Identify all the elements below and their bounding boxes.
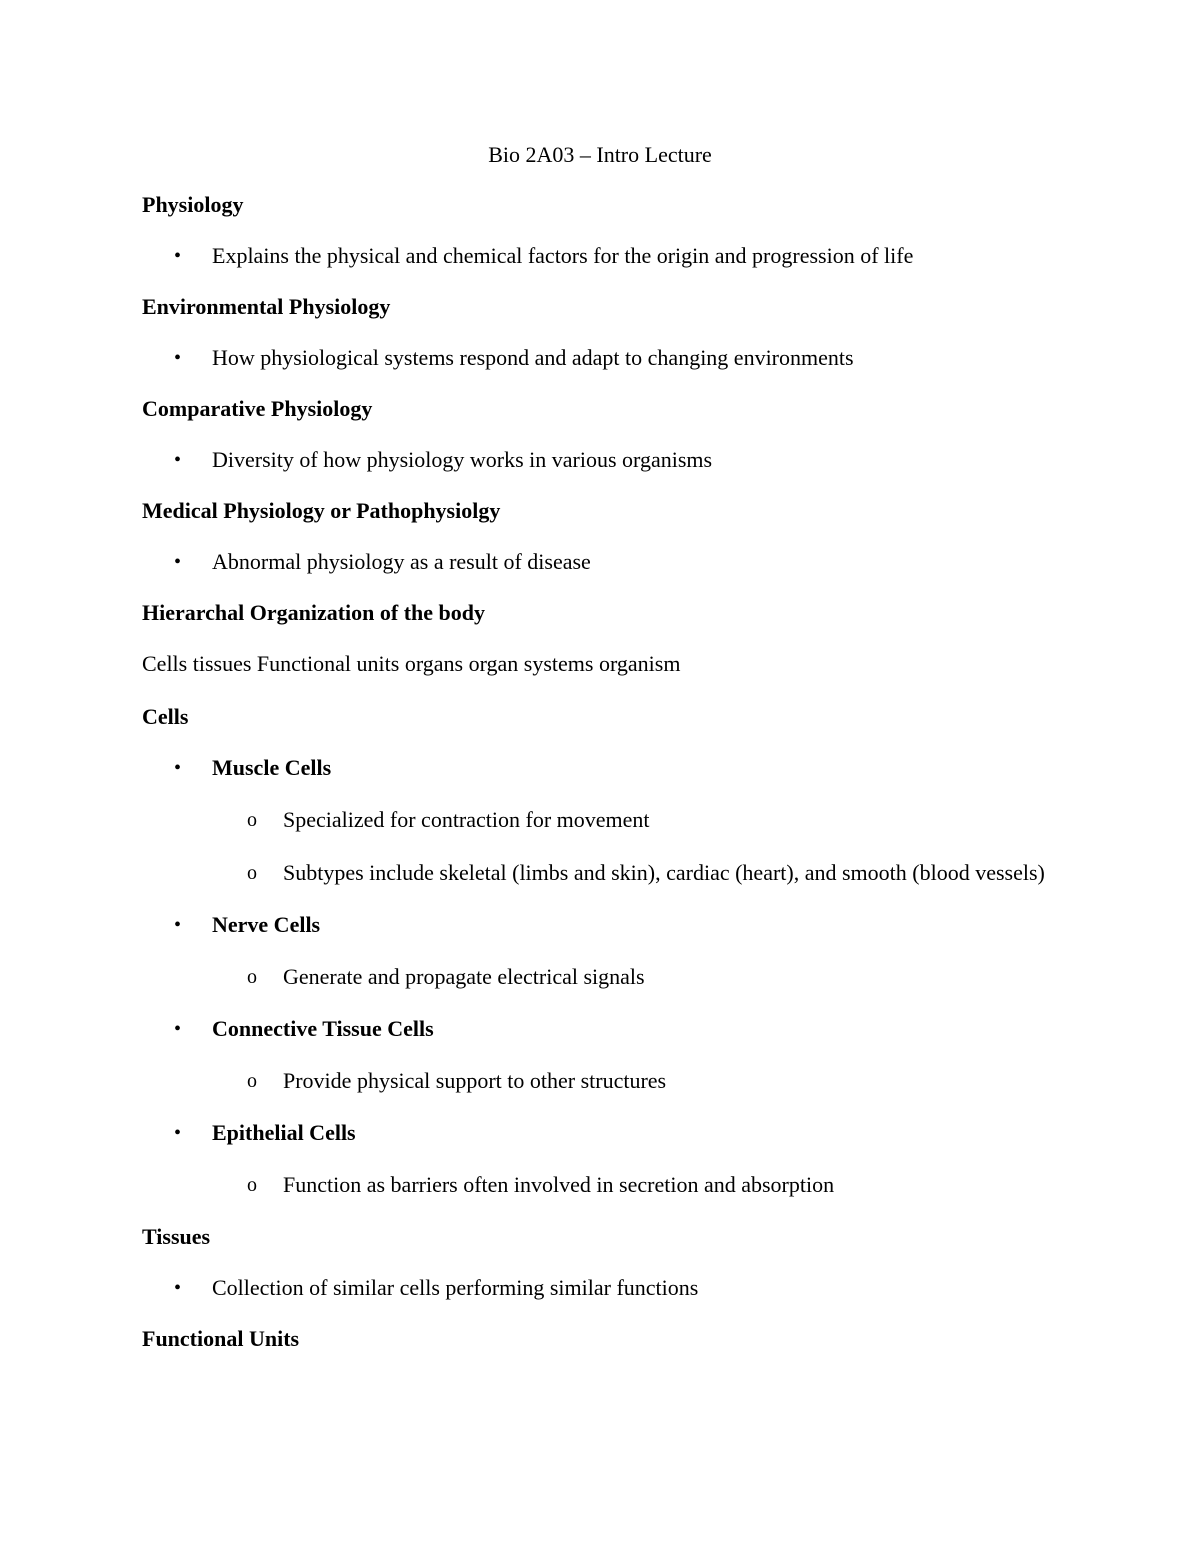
sub-list-item-text: Generate and propagate electrical signals bbox=[283, 964, 645, 989]
list-item bbox=[142, 445, 1058, 475]
cell-type-name: Muscle Cells bbox=[212, 755, 332, 780]
chain-item: organ systems bbox=[468, 651, 594, 676]
sub-list-item-text: Subtypes include skeletal (limbs and skin), cardiac (heart), and smooth (blood vessels) bbox=[283, 860, 1045, 885]
sub-list-item bbox=[212, 961, 1058, 993]
environmental-list bbox=[142, 343, 1058, 373]
sub-list-item-text: Specialized for contraction for movement bbox=[283, 807, 650, 832]
bullet-icon: • bbox=[174, 1277, 182, 1299]
tissues-list bbox=[142, 1273, 1058, 1303]
heading-hierarchal-organization: Hierarchal Organization of the body bbox=[142, 600, 486, 625]
sub-list bbox=[212, 1169, 1058, 1201]
sub-list bbox=[212, 1065, 1058, 1097]
sub-list-item-text: Provide physical support to other structures bbox=[283, 1068, 667, 1093]
cell-type-name: Epithelial Cells bbox=[212, 1120, 356, 1145]
sub-list bbox=[212, 961, 1058, 993]
list-item bbox=[142, 241, 1058, 271]
comparative-list bbox=[142, 445, 1058, 475]
cell-type-name: Connective Tissue Cells bbox=[212, 1016, 434, 1041]
list-item bbox=[142, 343, 1058, 373]
list-item bbox=[142, 1118, 1058, 1201]
heading-tissues: Tissues bbox=[142, 1224, 211, 1249]
heading-cells: Cells bbox=[142, 704, 189, 729]
list-item bbox=[142, 1273, 1058, 1303]
medical-list bbox=[142, 547, 1058, 577]
list-item-text: Collection of similar cells performing similar functions bbox=[212, 1275, 699, 1300]
list-item-text: Abnormal physiology as a result of disease bbox=[212, 549, 591, 574]
chain-item: Cells bbox=[142, 651, 188, 676]
heading-physiology: Physiology bbox=[142, 192, 244, 217]
sub-list bbox=[212, 804, 1058, 889]
list-item bbox=[142, 547, 1058, 577]
sub-list-item-text: Function as barriers often involved in secretion and absorption bbox=[283, 1172, 835, 1197]
chain-item: organs bbox=[404, 651, 464, 676]
cell-type-name: Nerve Cells bbox=[212, 912, 321, 937]
chain-item: organism bbox=[598, 651, 681, 676]
bullet-icon: • bbox=[174, 245, 182, 267]
sub-bullet-icon: o bbox=[247, 862, 257, 884]
sub-list-item bbox=[212, 857, 1058, 889]
heading-functional-units: Functional Units bbox=[142, 1326, 300, 1351]
chain-item: Functional units bbox=[256, 651, 400, 676]
sub-bullet-icon: o bbox=[247, 1174, 257, 1196]
sub-list-item bbox=[212, 1169, 1058, 1201]
bullet-icon: • bbox=[174, 1122, 182, 1144]
sub-bullet-icon: o bbox=[247, 966, 257, 988]
bullet-icon: • bbox=[174, 1018, 182, 1040]
sub-bullet-icon: o bbox=[247, 809, 257, 831]
sub-list-item bbox=[212, 804, 1058, 836]
bullet-icon: • bbox=[174, 914, 182, 936]
heading-medical-physiology: Medical Physiology or Pathophysiolgy bbox=[142, 498, 501, 523]
chain-item: tissues bbox=[192, 651, 252, 676]
bullet-icon: • bbox=[174, 449, 182, 471]
list-item bbox=[142, 753, 1058, 889]
list-item-text: Diversity of how physiology works in various organisms bbox=[212, 447, 713, 472]
list-item-text: Explains the physical and chemical factors for the origin and progression of life bbox=[212, 243, 914, 268]
list-item-text: How physiological systems respond and adapt to changing environments bbox=[212, 345, 854, 370]
document-title: Bio 2A03 – Intro Lecture bbox=[488, 142, 712, 167]
list-item bbox=[142, 910, 1058, 993]
bullet-icon: • bbox=[174, 551, 182, 573]
bullet-icon: • bbox=[174, 757, 182, 779]
heading-comparative-physiology: Comparative Physiology bbox=[142, 396, 373, 421]
sub-list-item bbox=[212, 1065, 1058, 1097]
bullet-icon: • bbox=[174, 347, 182, 369]
list-item bbox=[142, 1014, 1058, 1097]
sub-bullet-icon: o bbox=[247, 1070, 257, 1092]
heading-environmental-physiology: Environmental Physiology bbox=[142, 294, 391, 319]
physiology-list bbox=[142, 241, 1058, 271]
hierarchy-chain bbox=[142, 649, 1058, 681]
cells-list bbox=[142, 753, 1058, 1201]
